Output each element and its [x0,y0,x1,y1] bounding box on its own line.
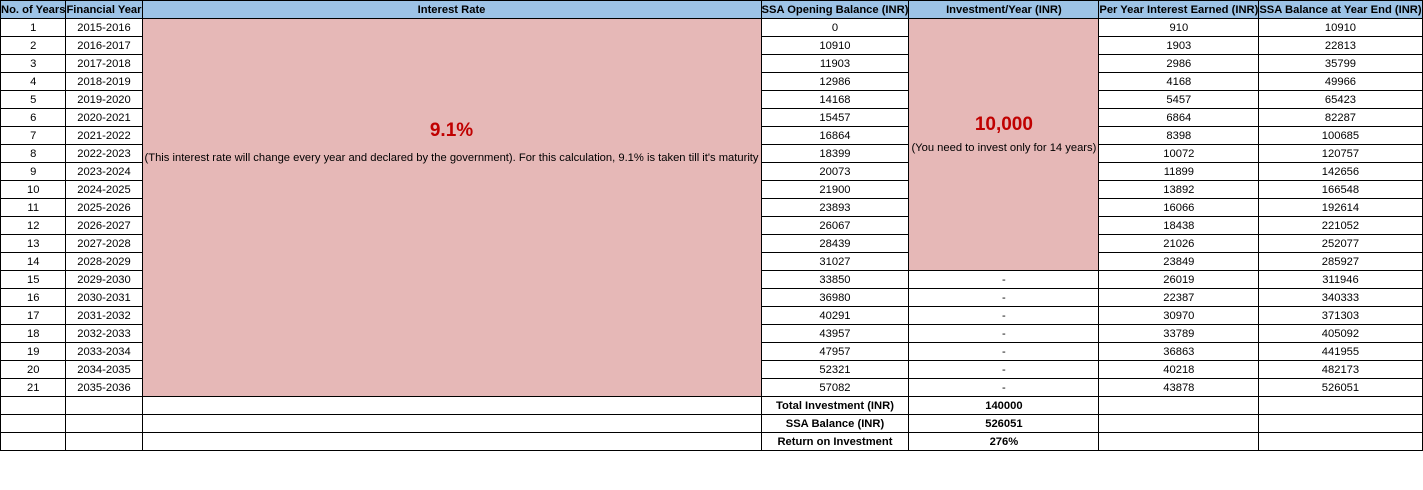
header-interest-rate[interactable]: Interest Rate [142,1,761,19]
header-financial-year[interactable]: Financial Year [66,1,142,19]
empty-cell[interactable] [66,415,142,433]
cell-year-end-balance[interactable]: 65423 [1259,91,1422,109]
cell-year-end-balance[interactable]: 371303 [1259,307,1422,325]
table-body [1,1,1423,451]
investment-cell[interactable] [909,19,1099,271]
cell-interest-earned[interactable]: 13892 [1099,181,1259,199]
empty-cell[interactable] [66,397,142,415]
header-year-end-balance[interactable]: SSA Balance at Year End (INR) [1259,1,1422,19]
table-row [1,19,1423,37]
empty-cell[interactable] [1099,433,1259,451]
cell-opening-balance[interactable]: 0 [761,19,909,37]
cell-year-number[interactable]: 17 [1,307,66,325]
cell-investment[interactable]: - [909,271,1099,289]
cell-opening-balance[interactable]: 28439 [761,235,909,253]
cell-interest-earned[interactable]: 21026 [1099,235,1259,253]
cell-year-end-balance[interactable]: 22813 [1259,37,1422,55]
cell-year-number[interactable]: 7 [1,127,66,145]
cell-interest-earned[interactable]: 910 [1099,19,1259,37]
cell-year-number[interactable]: 9 [1,163,66,181]
cell-year-number[interactable]: 5 [1,91,66,109]
cell-interest-earned[interactable]: 6864 [1099,109,1259,127]
cell-opening-balance[interactable]: 43957 [761,325,909,343]
cell-opening-balance[interactable]: 57082 [761,379,909,397]
cell-year-end-balance[interactable]: 192614 [1259,199,1422,217]
cell-financial-year[interactable]: 2021-2022 [66,127,142,145]
cell-interest-earned[interactable]: 36863 [1099,343,1259,361]
cell-financial-year[interactable]: 2032-2033 [66,325,142,343]
empty-cell[interactable] [1099,415,1259,433]
header-no-years[interactable]: No. of Years [1,1,66,19]
cell-financial-year[interactable]: 2022-2023 [66,145,142,163]
cell-investment[interactable]: - [909,379,1099,397]
summary-label[interactable]: Total Investment (INR) [761,397,909,415]
empty-cell[interactable] [142,433,761,451]
cell-opening-balance[interactable]: 21900 [761,181,909,199]
empty-cell[interactable] [142,415,761,433]
cell-year-end-balance[interactable]: 482173 [1259,361,1422,379]
cell-opening-balance[interactable]: 52321 [761,361,909,379]
cell-opening-balance[interactable]: 23893 [761,199,909,217]
cell-year-number[interactable]: 3 [1,55,66,73]
header-opening-balance[interactable]: SSA Opening Balance (INR) [761,1,909,19]
empty-cell[interactable] [1259,397,1422,415]
cell-financial-year[interactable]: 2023-2024 [66,163,142,181]
cell-financial-year[interactable]: 2029-2030 [66,271,142,289]
cell-year-number[interactable]: 21 [1,379,66,397]
cell-opening-balance[interactable]: 12986 [761,73,909,91]
cell-interest-earned[interactable]: 26019 [1099,271,1259,289]
cell-year-end-balance[interactable]: 82287 [1259,109,1422,127]
cell-year-number[interactable]: 6 [1,109,66,127]
empty-cell[interactable] [1259,433,1422,451]
cell-financial-year[interactable]: 2031-2032 [66,307,142,325]
cell-interest-earned[interactable]: 43878 [1099,379,1259,397]
cell-opening-balance[interactable]: 31027 [761,253,909,271]
cell-investment[interactable]: - [909,325,1099,343]
cell-year-end-balance[interactable]: 526051 [1259,379,1422,397]
cell-financial-year[interactable]: 2030-2031 [66,289,142,307]
cell-year-number[interactable]: 16 [1,289,66,307]
cell-opening-balance[interactable]: 10910 [761,37,909,55]
cell-year-number[interactable]: 10 [1,181,66,199]
cell-year-end-balance[interactable]: 311946 [1259,271,1422,289]
cell-year-number[interactable]: 18 [1,325,66,343]
cell-interest-earned[interactable]: 40218 [1099,361,1259,379]
interest-rate-value: 9.1% [429,120,474,141]
cell-year-number[interactable]: 4 [1,73,66,91]
cell-investment[interactable]: - [909,289,1099,307]
cell-interest-earned[interactable]: 18438 [1099,217,1259,235]
cell-year-number[interactable]: 8 [1,145,66,163]
cell-financial-year[interactable]: 2020-2021 [66,109,142,127]
cell-year-number[interactable]: 13 [1,235,66,253]
header-investment[interactable]: Investment/Year (INR) [909,1,1099,19]
cell-year-end-balance[interactable]: 405092 [1259,325,1422,343]
empty-cell[interactable] [142,397,761,415]
cell-opening-balance[interactable]: 33850 [761,271,909,289]
summary-row [1,415,1423,433]
cell-opening-balance[interactable]: 14168 [761,91,909,109]
empty-cell[interactable] [1,415,66,433]
empty-cell[interactable] [1099,397,1259,415]
cell-interest-earned[interactable]: 22387 [1099,289,1259,307]
cell-investment[interactable]: - [909,343,1099,361]
cell-interest-earned[interactable]: 10072 [1099,145,1259,163]
cell-year-number[interactable]: 15 [1,271,66,289]
cell-interest-earned[interactable]: 8398 [1099,127,1259,145]
cell-year-end-balance[interactable]: 221052 [1259,217,1422,235]
cell-opening-balance[interactable]: 36980 [761,289,909,307]
interest-rate-cell[interactable] [142,19,761,397]
cell-interest-earned[interactable]: 33789 [1099,325,1259,343]
investment-note: (You need to invest only for 14 years) [911,142,1097,154]
cell-year-end-balance[interactable]: 441955 [1259,343,1422,361]
cell-opening-balance[interactable]: 11903 [761,55,909,73]
summary-row [1,397,1423,415]
cell-year-end-balance[interactable]: 120757 [1259,145,1422,163]
cell-year-end-balance[interactable]: 166548 [1259,181,1422,199]
summary-value[interactable]: 526051 [909,415,1099,433]
empty-cell[interactable] [1,433,66,451]
cell-year-number[interactable]: 19 [1,343,66,361]
cell-financial-year[interactable]: 2016-2017 [66,37,142,55]
cell-year-end-balance[interactable]: 10910 [1259,19,1422,37]
cell-year-end-balance[interactable]: 252077 [1259,235,1422,253]
cell-financial-year[interactable]: 2017-2018 [66,55,142,73]
cell-financial-year[interactable]: 2024-2025 [66,181,142,199]
cell-year-end-balance[interactable]: 49966 [1259,73,1422,91]
cell-financial-year[interactable]: 2027-2028 [66,235,142,253]
cell-year-end-balance[interactable]: 35799 [1259,55,1422,73]
cell-year-number[interactable]: 12 [1,217,66,235]
cell-opening-balance[interactable]: 18399 [761,145,909,163]
cell-interest-earned[interactable]: 30970 [1099,307,1259,325]
cell-year-number[interactable]: 11 [1,199,66,217]
summary-label[interactable]: SSA Balance (INR) [761,415,909,433]
empty-cell[interactable] [1,397,66,415]
cell-financial-year[interactable]: 2018-2019 [66,73,142,91]
cell-financial-year[interactable]: 2026-2027 [66,217,142,235]
cell-opening-balance[interactable]: 20073 [761,163,909,181]
cell-financial-year[interactable]: 2035-2036 [66,379,142,397]
investment-value: 10,000 [974,114,1033,135]
cell-year-end-balance[interactable]: 340333 [1259,289,1422,307]
summary-row [1,433,1423,451]
cell-financial-year[interactable]: 2025-2026 [66,199,142,217]
cell-interest-earned[interactable]: 23849 [1099,253,1259,271]
cell-year-number[interactable]: 2 [1,37,66,55]
cell-financial-year[interactable]: 2034-2035 [66,361,142,379]
cell-year-number[interactable]: 20 [1,361,66,379]
header-interest-earned[interactable]: Per Year Interest Earned (INR) [1099,1,1259,19]
cell-interest-earned[interactable]: 1903 [1099,37,1259,55]
cell-interest-earned[interactable]: 16066 [1099,199,1259,217]
cell-investment[interactable]: - [909,307,1099,325]
header-row [1,1,1423,19]
cell-opening-balance[interactable]: 15457 [761,109,909,127]
cell-interest-earned[interactable]: 2986 [1099,55,1259,73]
cell-interest-earned[interactable]: 4168 [1099,73,1259,91]
cell-year-end-balance[interactable]: 100685 [1259,127,1422,145]
cell-investment[interactable]: - [909,361,1099,379]
cell-financial-year[interactable]: 2033-2034 [66,343,142,361]
cell-interest-earned[interactable]: 11899 [1099,163,1259,181]
summary-value[interactable]: 140000 [909,397,1099,415]
cell-opening-balance[interactable]: 26067 [761,217,909,235]
cell-opening-balance[interactable]: 47957 [761,343,909,361]
cell-year-end-balance[interactable]: 142656 [1259,163,1422,181]
cell-financial-year[interactable]: 2015-2016 [66,19,142,37]
empty-cell[interactable] [1259,415,1422,433]
cell-opening-balance[interactable]: 16864 [761,127,909,145]
cell-year-end-balance[interactable]: 285927 [1259,253,1422,271]
interest-rate-note: (This interest rate will change every year and declared by the government). For this calculation, 9.1% is taken till it's maturity [144,152,759,164]
cell-interest-earned[interactable]: 5457 [1099,91,1259,109]
cell-year-number[interactable]: 1 [1,19,66,37]
summary-label[interactable]: Return on Investment [761,433,909,451]
cell-year-number[interactable]: 14 [1,253,66,271]
summary-value[interactable]: 276% [909,433,1099,451]
cell-financial-year[interactable]: 2019-2020 [66,91,142,109]
cell-opening-balance[interactable]: 40291 [761,307,909,325]
cell-financial-year[interactable]: 2028-2029 [66,253,142,271]
empty-cell[interactable] [66,433,142,451]
